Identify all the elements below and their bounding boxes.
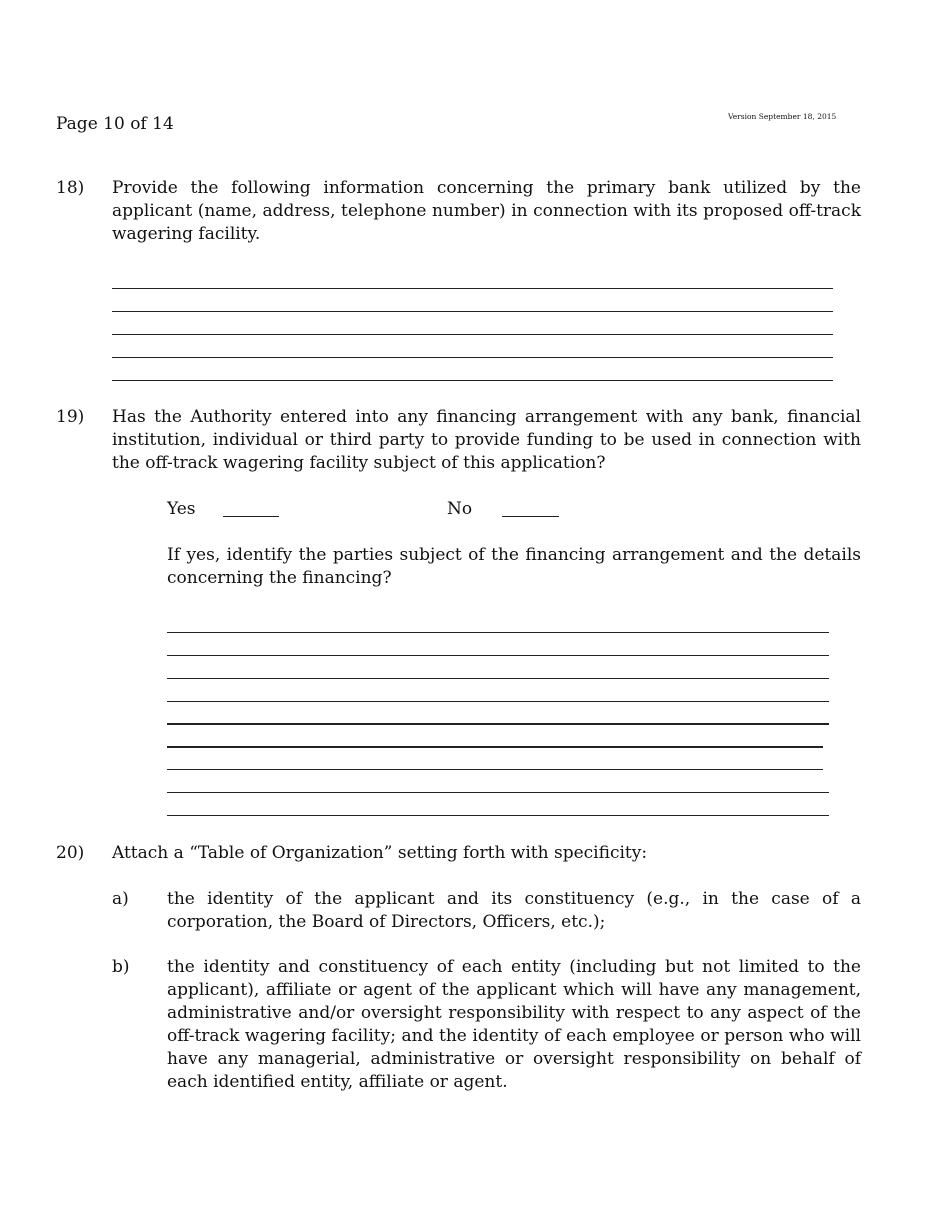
answer-line[interactable] xyxy=(112,357,833,358)
question-19-number: 19) xyxy=(56,407,85,427)
question-19-text: Has the Authority entered into any financing arrangement with any bank, financial institution, individual or third party to provide funding to be used in connection with the off-track wagering facility subject of this application? xyxy=(112,407,861,473)
answer-line[interactable] xyxy=(167,655,829,656)
item-a-marker: a) xyxy=(112,889,129,909)
answer-line[interactable] xyxy=(167,792,829,793)
page-number: Page 10 of 14 xyxy=(56,114,174,134)
item-b-text: the identity and constituency of each entity (including but not limited to the applicant), affiliate or agent of the applicant which will have any management, administrative and/or oversight responsibility with respect to any aspect of the off-track wagering facility; and the identity of each employee or person who will have any managerial, administrative or oversight responsibility on behalf of each identified entity, affiliate or agent. xyxy=(167,957,861,1092)
answer-line[interactable] xyxy=(112,380,833,381)
answer-line[interactable] xyxy=(167,815,829,816)
answer-line[interactable] xyxy=(167,678,829,679)
item-a-text: the identity of the applicant and its constituency (e.g., in the case of a corporation, the Board of Directors, Officers, etc.); xyxy=(167,889,861,932)
question-18-text: Provide the following information concerning the primary bank utilized by the applicant (name, address, telephone number) in connection with its proposed off-track wagering facility. xyxy=(112,178,861,244)
no-blank[interactable] xyxy=(502,516,559,517)
answer-line[interactable] xyxy=(167,746,823,748)
question-20-number: 20) xyxy=(56,843,85,863)
answer-line[interactable] xyxy=(112,311,833,312)
yes-blank[interactable] xyxy=(223,516,279,517)
answer-line[interactable] xyxy=(112,334,833,335)
question-20-text: Attach a “Table of Organization” setting forth with specificity: xyxy=(112,843,648,863)
no-label: No xyxy=(447,499,473,519)
answer-line[interactable] xyxy=(167,769,823,770)
version-date: Version September 18, 2015 xyxy=(728,112,837,121)
answer-line[interactable] xyxy=(167,723,829,725)
question-18-number: 18) xyxy=(56,178,85,198)
question-19-followup: If yes, identify the parties subject of the financing arrangement and the details concerning the financing? xyxy=(167,545,861,588)
answer-line[interactable] xyxy=(112,288,833,289)
item-b-marker: b) xyxy=(112,957,130,977)
answer-line[interactable] xyxy=(167,632,829,633)
answer-line[interactable] xyxy=(167,701,829,702)
yes-label: Yes xyxy=(167,499,196,519)
